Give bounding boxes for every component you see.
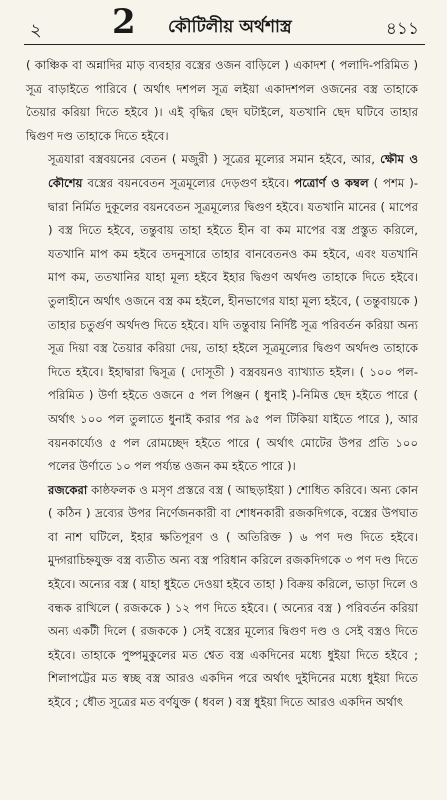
page-number: ৪১১ [385,19,419,39]
paragraph-text: কাষ্ঠফলক ও মসৃণ প্রস্তরে বস্ত্র ( আছড়াইয়া ) শোধিত করিবে। অন্য কোন ( কঠিন ) দ্রব্যের উপর নির্ণেজনকারী বা শোধনকারী রজকদিগকে, বস্ত্রের উপঘাত বা নাশ ঘটিলে, ইহার ক্ষতিপূরণ ও ( অতিরিক্ত ) ৬ পণ দণ্ড দিতে হইবে। মুদ্গরাচিহ্নযুক্ত বস্ত্র ব্যতীত অন্য বস্ত্র পরিধান করিলে রজকদিগকে ৩ পণ দণ্ড দিতে হইবে। অন্যের বস্ত্র ( যাহা ধুইতে দেওয়া হইবে তাহা ) বিক্রয় করিলে, ভাড়া দিলে ও বন্ধক রাখিলে ( রজককে ) ১২ পণ দিতে হইবে। ( অন্যের বস্ত্র ) পরিবর্তন করিয়া অন্য একটী দিলে ( রজককে ) সেই বস্ত্রের মূল্যের দ্বিগুণ দণ্ড ও সেই বস্ত্রও দিতে হইবে। তাহাকে পুষ্পমুকুলের মত শ্বেত বস্ত্র একদিনের মধ্যে ধুইয়া দিতে হইবে ; শিলাপট্টের মত স্বচ্ছ বস্ত্র আরও একদিন পরে অর্থাৎ দুইদিনের মধ্যে ধুইয়া দিতে হইবে ; ধৌত সূত্রের মত বর্ণযুক্ত ( ধবল ) বস্ত্র ধুইয়া দিতে আরও একদিন অর্থাৎ [48,482,418,710]
paragraph [26,479,418,715]
page-body [26,54,418,715]
paragraph-text: ( পশম )-দ্বারা নির্মিত দুকূলের বয়নবেতন সূত্রমূল্যের দ্বিগুণ হইবে। যতখানি মানের ( মাপের ) বস্ত্র দিতে হইবে, তন্তুবায় তাহা হইতে হীন বা কম মাপের বস্ত্র প্রস্তুত করিলে, যতখানি মাপ কম হইবে তদনুসারে তাহার বানবেতনও কম হইবে, এবং যতখানি মাপ কম, ততখানির যাহা মূল্য হইবে ইহার দ্বিগুণ অর্থদণ্ড তাহাকে দিতে হইবে। তুলাহীনে অর্থাৎ ওজনে বস্ত্র কম হইলে, হীনভাগের যাহা মূল্য হইবে, ( তন্তুবায়কে ) তাহার চতুর্গুণ অর্থদণ্ড দিতে হইবে। যদি তন্তুবায় নির্দিষ্ট সূত্র পরিবর্তন করিয়া অন্য সূত্র দিয়া বস্ত্র তৈয়ার করিয়া দেয়, তাহা হইলে সূত্রমূল্যের দ্বিগুণ অর্থদণ্ড তাহাকে দিতে হইবে। ইহাদ্বারা দ্বিসূত্র ( দোসূতী ) বস্ত্রবয়নও ব্যাখ্যাত হইল। ( ১০০ পল-পরিমিত ) উর্ণা হইতে ওজনে ৫ পল পিঞ্জন ( ধুনাই )-নিমিত্ত ছেদ হইতে পারে ( অর্থাৎ ১০০ পল তুলাতে ধুনাই করার পর ৯৫ পল টিকিয়া যাইতে পারে ), আর বয়নকার্য্যেও ৫ পল রোমচ্ছেদ হইতে পারে ( অর্থাৎ মোটের উপর প্রতি ১০০ পলের উর্ণাতে ১০ পল পর্য্যন্ত ওজন কম হইতে পারে )। [48,175,418,474]
header-big-number: 2 [112,2,136,42]
paragraph [26,54,418,148]
paragraph-text: বস্ত্রের বয়নবেতন সূত্রমূল্যের দেড়গুণ হইবে। [82,175,295,190]
bold-term: ক্ষৌম ও কৌশেয় [48,152,419,190]
header-rule [24,44,425,45]
bold-term: রজকেরা [48,482,88,497]
paragraph [26,148,418,478]
bold-term: পত্রোর্ণ ও কম্বল [294,175,369,190]
header-left-number: ২ [30,20,42,41]
paragraph-text: ( কাঞ্চিক বা অন্নাদির মাড় ব্যবহার বস্ত্রের ওজন বাড়িলে ) একাদশ ( পলাদি-পরিমিত ) সূত্র বাড়াইতে পারিবে ( অর্থাৎ দশপল সূত্র লইয়া একাদশপল ওজনের বস্ত্র তাহাকে তৈয়ার করিয়া দিতে হইবে )। এই বৃদ্ধির ছেদ ঘটাইলে, যতখানি ছেদ ঘটিবে তাহার দ্বিগুণ দণ্ড তাহাকে দিতে হইবে। [26,58,418,143]
page-header [0,0,447,48]
paragraph-text: সূত্রযারা বস্ত্রবয়নের বেতন ( মজুরী ) সূত্রের মূল্যের সমান হইবে, আর, [48,152,381,167]
running-title: কৌটিলীয় অর্থশাস্ত্র [168,17,292,37]
